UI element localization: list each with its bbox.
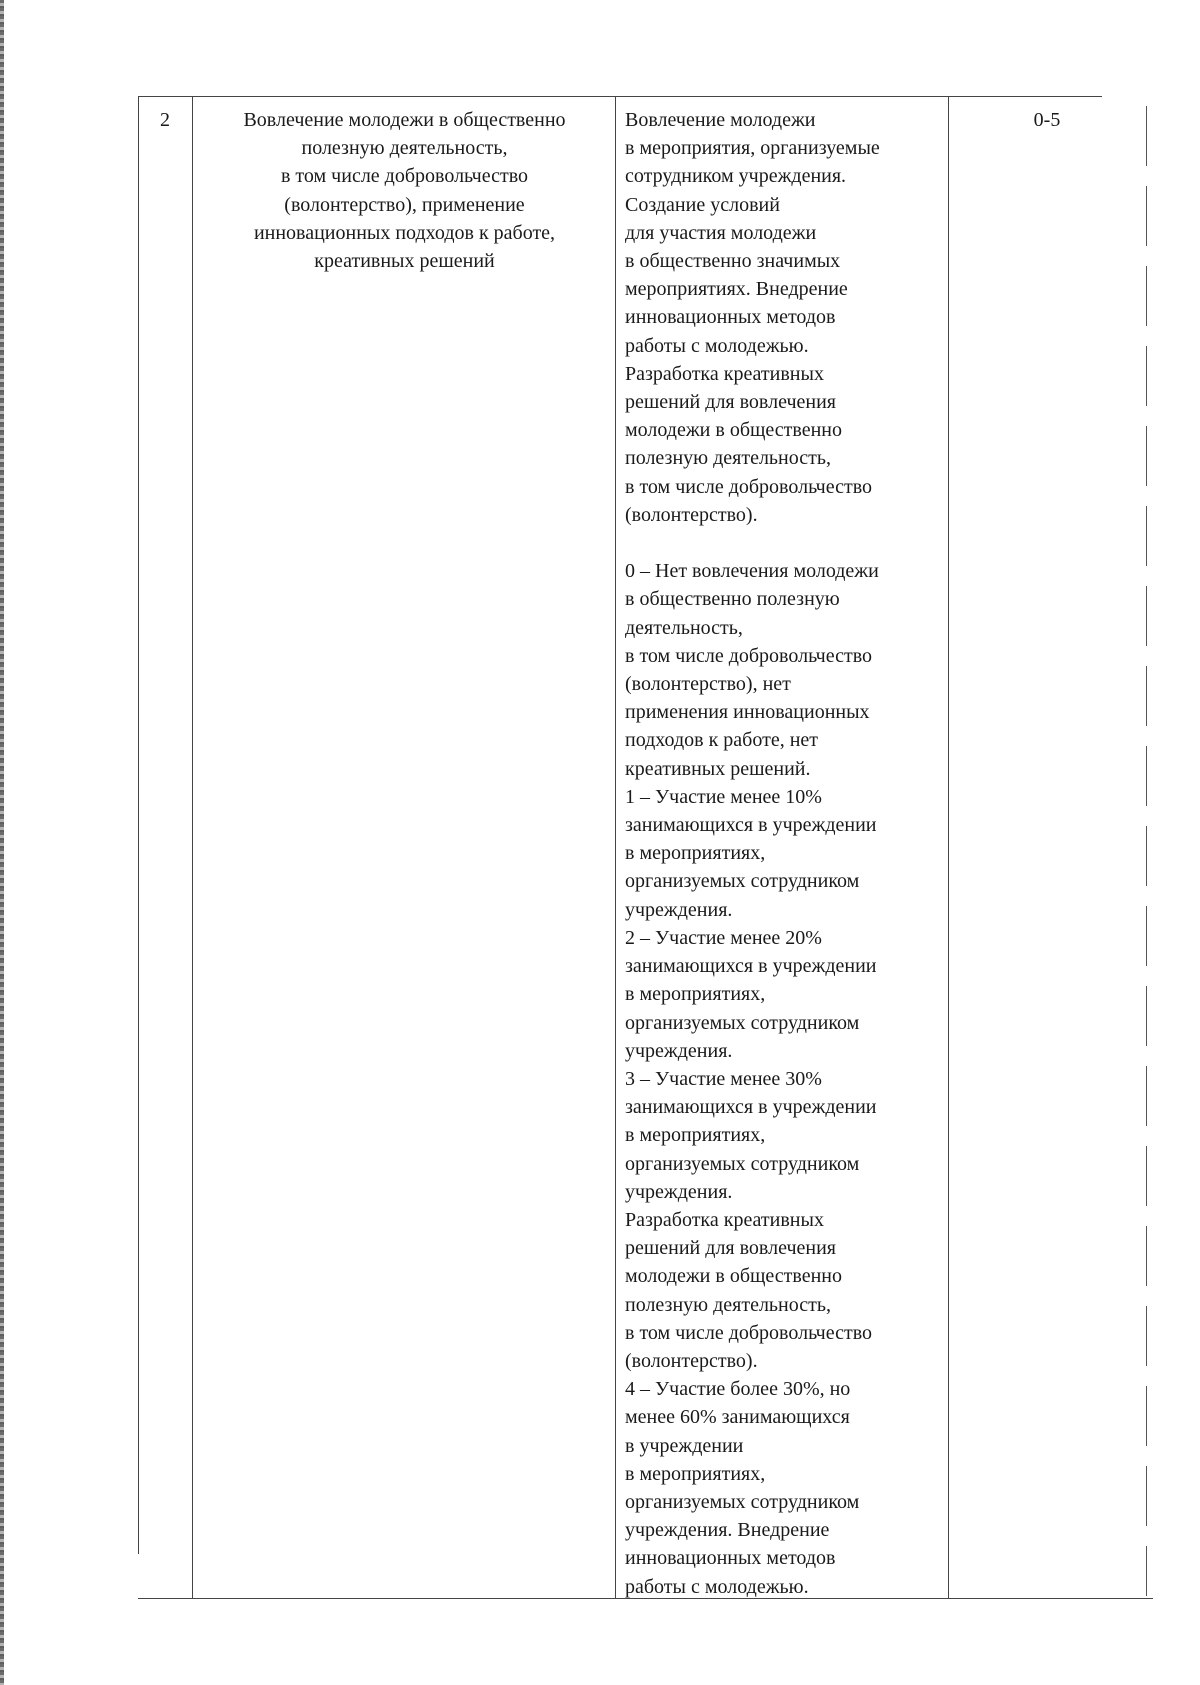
column-divider-2 — [615, 96, 616, 1599]
scan-edge-artifact — [0, 0, 4, 1685]
criterion-title: Вовлечение молодежи в общественно полезную деятельность, в том числе добровольчество (волонтерство), применение инновационных подходов к работе, креативных решений — [243, 109, 566, 273]
score-range: 0-5 — [1033, 109, 1061, 131]
criteria-table — [138, 96, 1153, 1599]
column-divider-1 — [192, 96, 193, 1599]
table-left-border — [138, 96, 139, 1554]
column-divider-3 — [948, 96, 949, 1599]
table-right-border — [1146, 106, 1147, 1596]
criterion-description: Вовлечение молодежи в мероприятия, организуемые сотрудником учреждения. Создание условий для участия молодежи в общественно значимых мероприятиях. Внедрение инновационных методов работы с молодежью. Разработка креативных решений для вовлечения молодежи в общественно полезную деятельность, в том числе добровольчество (волонтерство). 0 – Нет вовлечения молодежи в общественно полезную деятельность, в том числе добровольчество (волонтерство), нет применения инновационных подходов к работе, нет креативных решений. 1 – Участие менее 10% занимающихся в учреждении в мероприятиях, организуемых сотрудником учреждения. 2 – Участие менее 20% занимающихся в учреждении в мероприятиях, организуемых сотрудником учреждения. 3 – Участие менее 30% занимающихся в учреждении в мероприятиях, организуемых сотрудником учреждения. Разработка креативных решений для вовлечения молодежи в общественно полезную деятельность, в том числе добровольчество (волонтерство). 4 – Участие более 30%, но менее 60% занимающихся в учреждении в мероприятиях, организуемых сотрудником учреждения. Внедрение инновационных методов работы с молодежью. — [625, 109, 880, 1598]
row-number: 2 — [160, 109, 170, 131]
table-top-border — [138, 96, 1153, 97]
